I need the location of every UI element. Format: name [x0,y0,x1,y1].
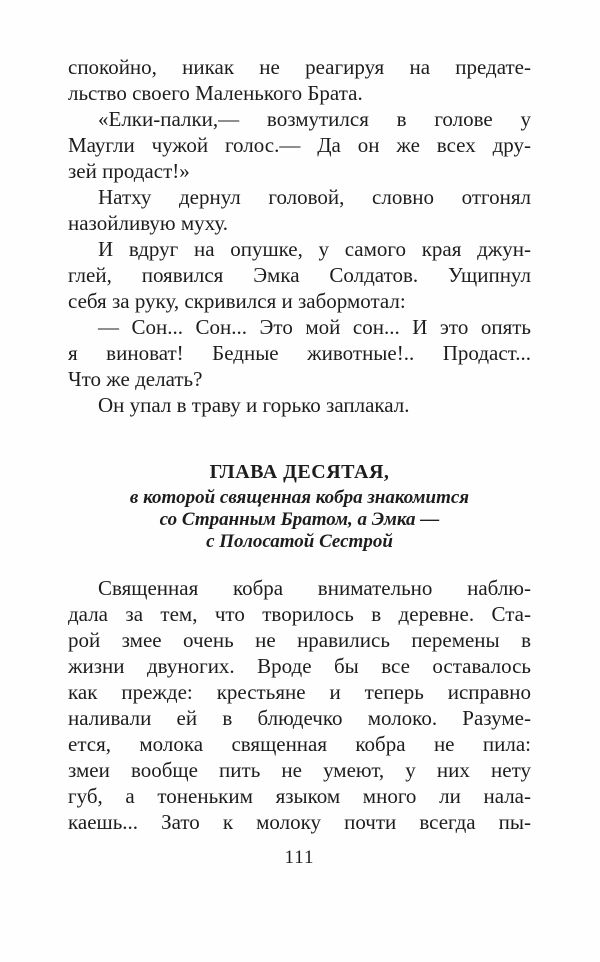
paragraph [68,106,531,184]
text-line: себя за руку, скривился и забормотал: [68,289,406,313]
text-line: назойливую муху. [68,211,228,235]
chapter-subtitle-line: в которой священная кобра знакомится [129,487,470,508]
text-line: наливали ей в блюдечко молоко. Разуме- [68,706,531,730]
text-line: как прежде: крестьяне и теперь исправно [68,680,531,704]
text-line: каешь... Зато к молоку почти всегда пы- [68,810,531,834]
text-line: спокойно, никак не реагируя на предате- [68,55,531,79]
text-line: Что же делать? [68,367,203,391]
text-line: жизни двуногих. Вроде бы все оставалось [68,654,531,678]
page-number: 111 [284,847,315,868]
paragraph [68,314,531,392]
chapter-subtitle-line: с Полосатой Сестрой [206,531,393,552]
text-column [68,54,531,870]
text-line: Он упал в траву и горько заплакал. [98,393,410,417]
chapter-subtitle [68,487,531,553]
paragraph [68,236,531,314]
text-line: губ, а тоненьким языком много ли нала- [68,784,531,808]
paragraph [68,54,531,106]
text-line: И вдруг на опушке, у самого края джун- [98,237,531,261]
text-line: льство своего Маленького Брата. [68,81,363,105]
text-line: я виноват! Бедные животные!.. Продаст... [68,341,531,365]
text-line: зей продаст!» [68,159,190,183]
text-line: ется, молока священная кобра не пила: [68,732,531,756]
text-line: Священная кобра внимательно наблю- [98,576,531,600]
text-line: Натху дернул головой, словно отгонял [98,185,531,209]
chapter-heading [68,460,531,553]
chapter-title: ГЛАВА ДЕСЯТАЯ, [209,461,390,483]
text-line: Маугли чужой голос.— Да он же всех дру- [68,133,531,157]
text-line: «Елки-палки,— возмутился в голове у [98,107,531,131]
body-section-2 [68,575,531,835]
text-line: — Сон... Сон... Это мой сон... И это опять [98,315,531,339]
text-line: дала за тем, что творилось в деревне. Ста- [68,602,531,626]
paragraph [68,184,531,236]
paragraph [68,575,531,835]
paragraph [68,392,531,418]
text-line: рой змее очень не нравились перемены в [68,628,531,652]
chapter-subtitle-line: со Странным Братом, а Эмка — [159,509,440,530]
text-line: змеи вообще пить не умеют, у них нету [68,758,531,782]
text-line: глей, появился Эмка Солдатов. Ущипнул [68,263,531,287]
body-section-1 [68,54,531,418]
